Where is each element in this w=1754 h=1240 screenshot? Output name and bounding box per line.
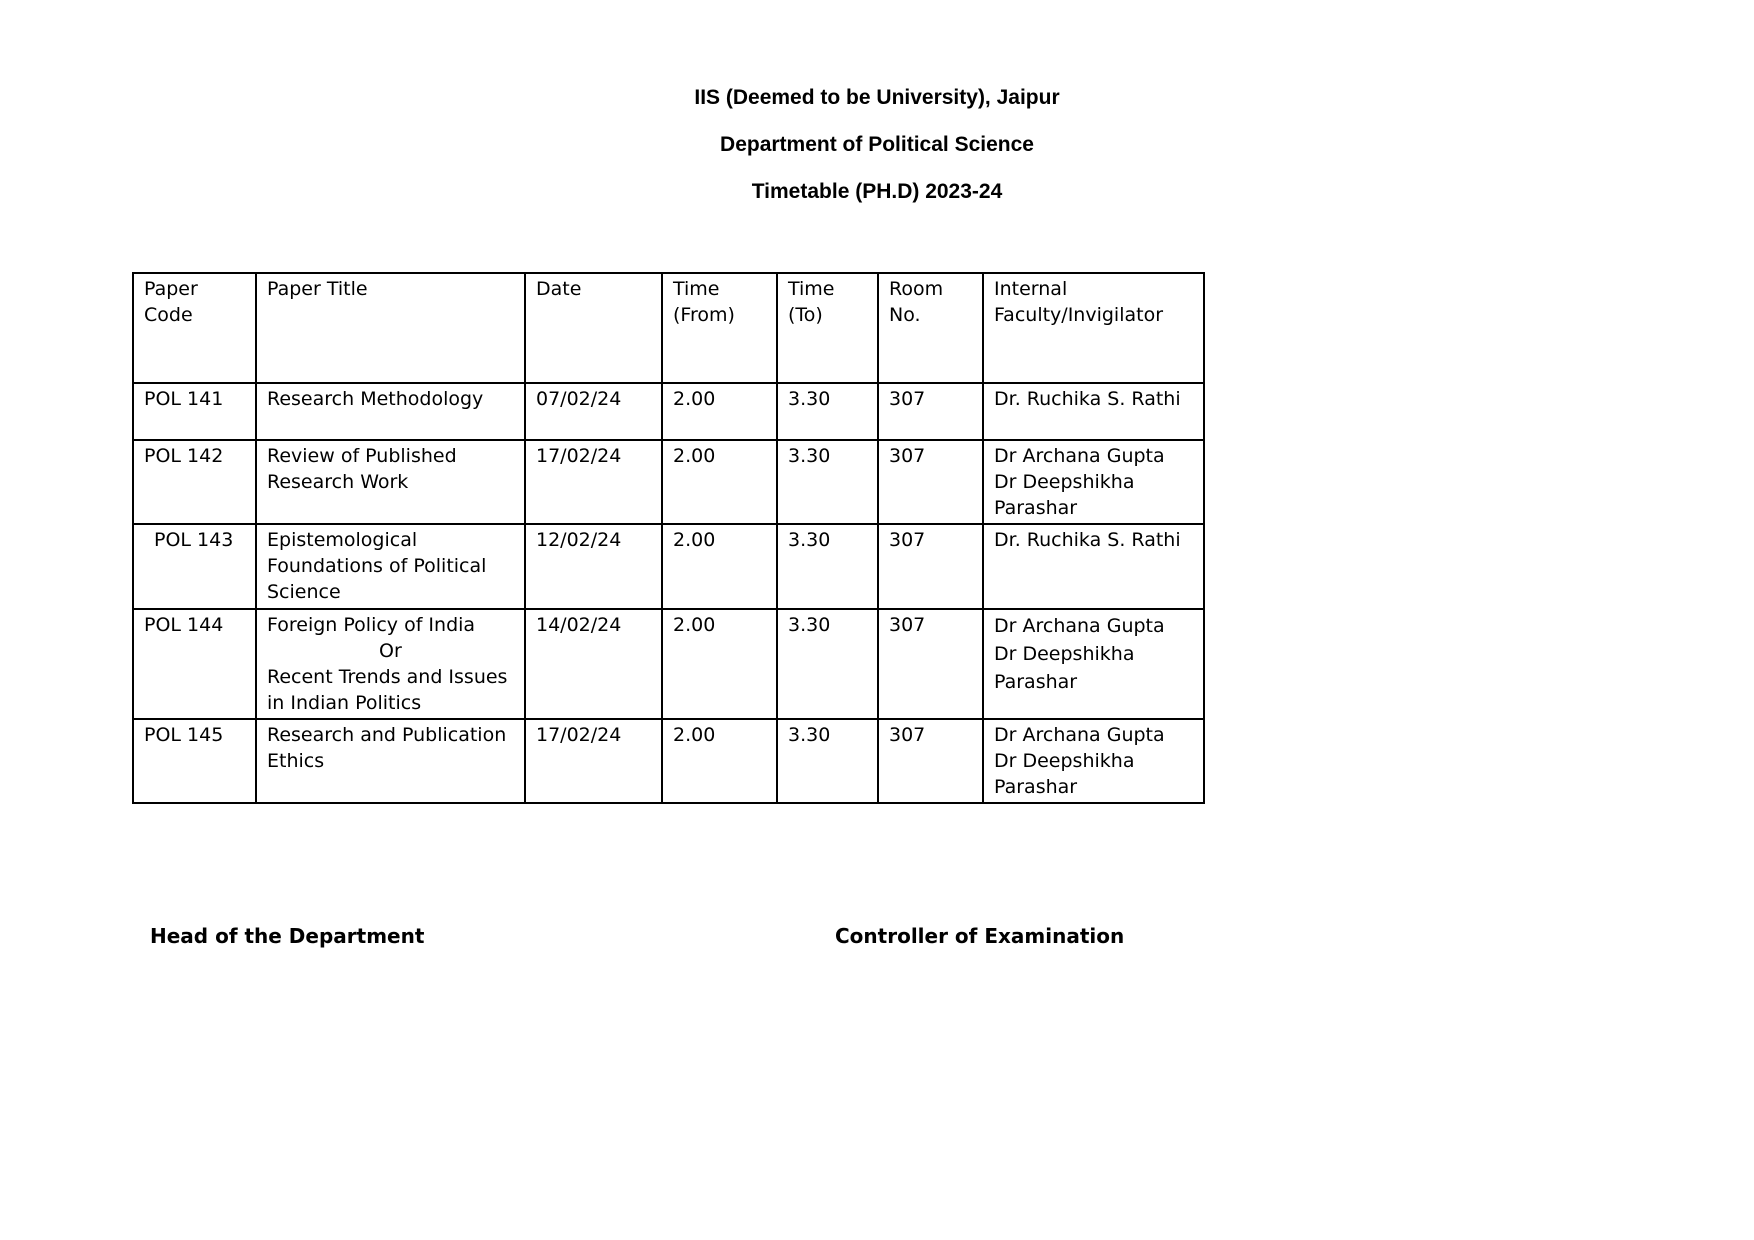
department-name: Department of Political Science <box>720 133 1034 156</box>
col-header-text: Paper Title <box>267 278 368 300</box>
paper-code-cell: POL 144 <box>133 609 256 719</box>
col-header-text: Time <box>673 278 720 300</box>
time-to-cell: 3.30 <box>777 719 878 803</box>
paper-code-cell: POL 143 <box>133 524 256 609</box>
faculty-cell <box>983 440 1204 524</box>
date-cell: 17/02/24 <box>525 719 662 803</box>
controller-of-examination-signature: Controller of Examination <box>835 924 1125 948</box>
col-header-text: No. <box>889 304 921 326</box>
faculty-line: Dr. Ruchika S. Rathi <box>994 388 1181 410</box>
paper-title-line: Research and Publication <box>267 724 507 746</box>
col-header-time-from <box>662 273 777 383</box>
faculty-cell <box>983 383 1204 440</box>
date-cell: 17/02/24 <box>525 440 662 524</box>
col-header-text: Paper <box>144 278 198 300</box>
room-cell: 307 <box>878 524 983 609</box>
faculty-line: Dr Archana Gupta <box>994 445 1165 467</box>
col-header-text: (To) <box>788 304 823 326</box>
room-cell: 307 <box>878 719 983 803</box>
faculty-line: Parashar <box>994 497 1078 519</box>
col-header-faculty <box>983 273 1204 383</box>
paper-title-line: Foundations of Political <box>267 555 487 577</box>
room-cell: 307 <box>878 609 983 719</box>
date-cell: 07/02/24 <box>525 383 662 440</box>
time-from-cell: 2.00 <box>662 524 777 609</box>
faculty-line: Dr Archana Gupta <box>994 724 1165 746</box>
time-to-cell: 3.30 <box>777 440 878 524</box>
faculty-line: Parashar <box>994 776 1078 798</box>
col-header-paper-title <box>256 273 525 383</box>
col-header-text: Internal <box>994 278 1068 300</box>
timetable-table <box>132 272 1205 804</box>
timetable-title: Timetable (PH.D) 2023-24 <box>751 180 1003 203</box>
faculty-line: Dr Archana Gupta <box>994 615 1165 637</box>
col-header-time-to <box>777 273 878 383</box>
col-header-room-no <box>878 273 983 383</box>
time-to-cell: 3.30 <box>777 524 878 609</box>
date-cell: 12/02/24 <box>525 524 662 609</box>
paper-title-or: Or <box>379 640 402 662</box>
paper-title-line: Epistemological <box>267 529 418 551</box>
table-row <box>133 719 1204 803</box>
paper-title-cell <box>256 440 525 524</box>
paper-code-cell: POL 141 <box>133 383 256 440</box>
faculty-line: Dr Deepshikha <box>994 750 1135 772</box>
paper-title-line: in Indian Politics <box>267 692 422 714</box>
paper-title-cell <box>256 719 525 803</box>
col-header-text: Room <box>889 278 944 300</box>
col-header-date <box>525 273 662 383</box>
table-row <box>133 383 1204 440</box>
table-header-row <box>133 273 1204 383</box>
faculty-line: Dr Deepshikha <box>994 643 1135 665</box>
col-header-text: Time <box>788 278 835 300</box>
paper-title-line: Foreign Policy of India <box>267 614 476 636</box>
col-header-text: Date <box>536 278 582 300</box>
time-from-cell: 2.00 <box>662 383 777 440</box>
faculty-cell <box>983 719 1204 803</box>
room-cell: 307 <box>878 383 983 440</box>
paper-code-cell: POL 142 <box>133 440 256 524</box>
paper-title-cell <box>256 383 525 440</box>
col-header-text: Faculty/Invigilator <box>994 304 1164 326</box>
paper-title-line: Recent Trends and Issues <box>267 666 508 688</box>
col-header-paper-code <box>133 273 256 383</box>
time-from-cell: 2.00 <box>662 609 777 719</box>
paper-title-cell <box>256 609 525 719</box>
time-from-cell: 2.00 <box>662 719 777 803</box>
time-to-cell: 3.30 <box>777 609 878 719</box>
table-row <box>133 440 1204 524</box>
faculty-cell <box>983 524 1204 609</box>
faculty-line: Dr Deepshikha <box>994 471 1135 493</box>
paper-code-cell: POL 145 <box>133 719 256 803</box>
paper-title-line: Science <box>267 581 341 603</box>
date-cell: 14/02/24 <box>525 609 662 719</box>
faculty-line: Dr. Ruchika S. Rathi <box>994 529 1181 551</box>
col-header-text: (From) <box>673 304 735 326</box>
time-to-cell: 3.30 <box>777 383 878 440</box>
room-cell: 307 <box>878 440 983 524</box>
paper-title-line: Research Methodology <box>267 388 484 410</box>
university-name: IIS (Deemed to be University), Jaipur <box>694 86 1060 109</box>
table-row <box>133 609 1204 719</box>
table-row <box>133 524 1204 609</box>
head-of-department-signature: Head of the Department <box>150 924 425 948</box>
paper-title-cell <box>256 524 525 609</box>
col-header-text: Code <box>144 304 193 326</box>
paper-title-line: Ethics <box>267 750 325 772</box>
paper-title-line: Research Work <box>267 471 409 493</box>
paper-title-line: Review of Published <box>267 445 457 467</box>
faculty-line: Parashar <box>994 671 1078 693</box>
faculty-cell <box>983 609 1204 719</box>
time-from-cell: 2.00 <box>662 440 777 524</box>
